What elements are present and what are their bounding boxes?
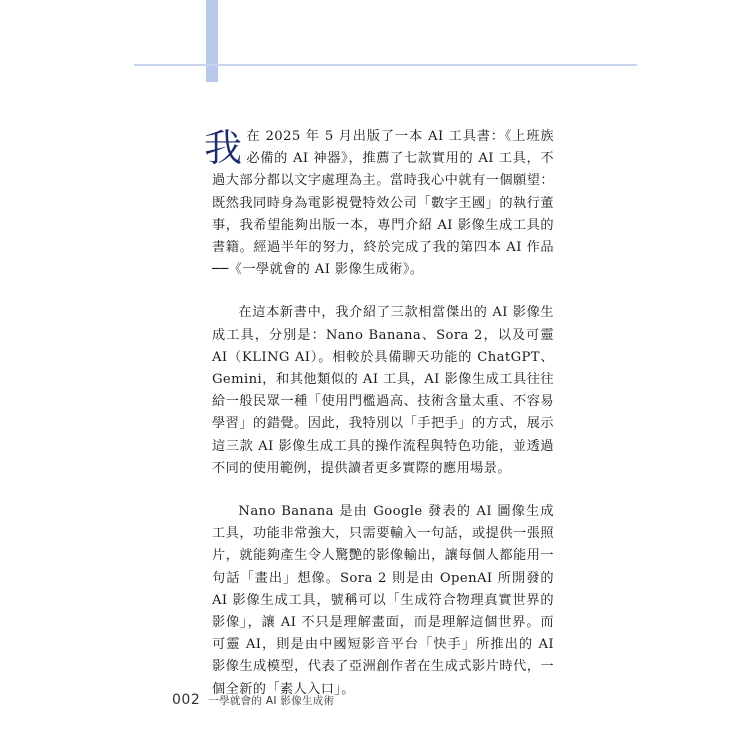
paragraph-2: 在這本新書中，我介紹了三款相當傑出的 AI 影像生成工具，分別是：Nano Banana、Sora 2，以及可靈 AI（KLING AI）。相較於具備聊天功能的 ChatGPT、Gemini，和其他類似的 AI 工具，AI 影像生成工具往往給一般民眾一種「使用門檻過高、技術含量太重、不容易學習」的錯覺。因此，我特別以「手把手」的方式，展示這三款 AI 影像生成工具的操作流程與特色功能，並透過不同的使用範例，提供讀者更多實際的應用場景。: [212, 305, 554, 476]
body-text: [204, 126, 554, 701]
paragraph-1: [204, 126, 554, 281]
page-number: 002: [172, 692, 201, 708]
page-footer: [172, 692, 334, 712]
header-rule: [134, 64, 637, 66]
running-title: 一學就會的 AI 影像生成術: [208, 695, 335, 707]
paragraph-1-text: 在 2025 年 5 月出版了一本 AI 工具書：《上班族必備的 AI 神器》，推薦了七款實用的 AI 工具，不過大部分都以文字處理為主。當時我心中就有一個願望：既然我同時身為電影視覺特效公司「數字王國」的執行董事，我希望能夠出版一本，專門介紹 AI 影像生成工具的書籍。經過半年的努力，終於完成了我的第四本 AI 作品──《一學就會的 AI 影像生成術》。: [212, 129, 554, 278]
paragraph-3: Nano Banana 是由 Google 發表的 AI 圖像生成工具，功能非常強大，只需要輸入一句話，或提供一張照片，就能夠產生令人驚艷的影像輸出，讓每個人都能用一句話「畫出」想像。Sora 2 則是由 OpenAI 所開發的 AI 影像生成工具，號稱可以「生成符合物理真實世界的影像」，讓 AI 不只是理解畫面，而是理解這個世界。而可靈 AI，則是由中國短影音平台「快手」所推出的 AI 影像生成模型，代表了亞洲創作者在生成式影片時代，一個全新的「素人入口」。: [212, 504, 554, 697]
drop-cap: 我: [204, 126, 243, 170]
decorative-accent-bar: [206, 0, 218, 82]
